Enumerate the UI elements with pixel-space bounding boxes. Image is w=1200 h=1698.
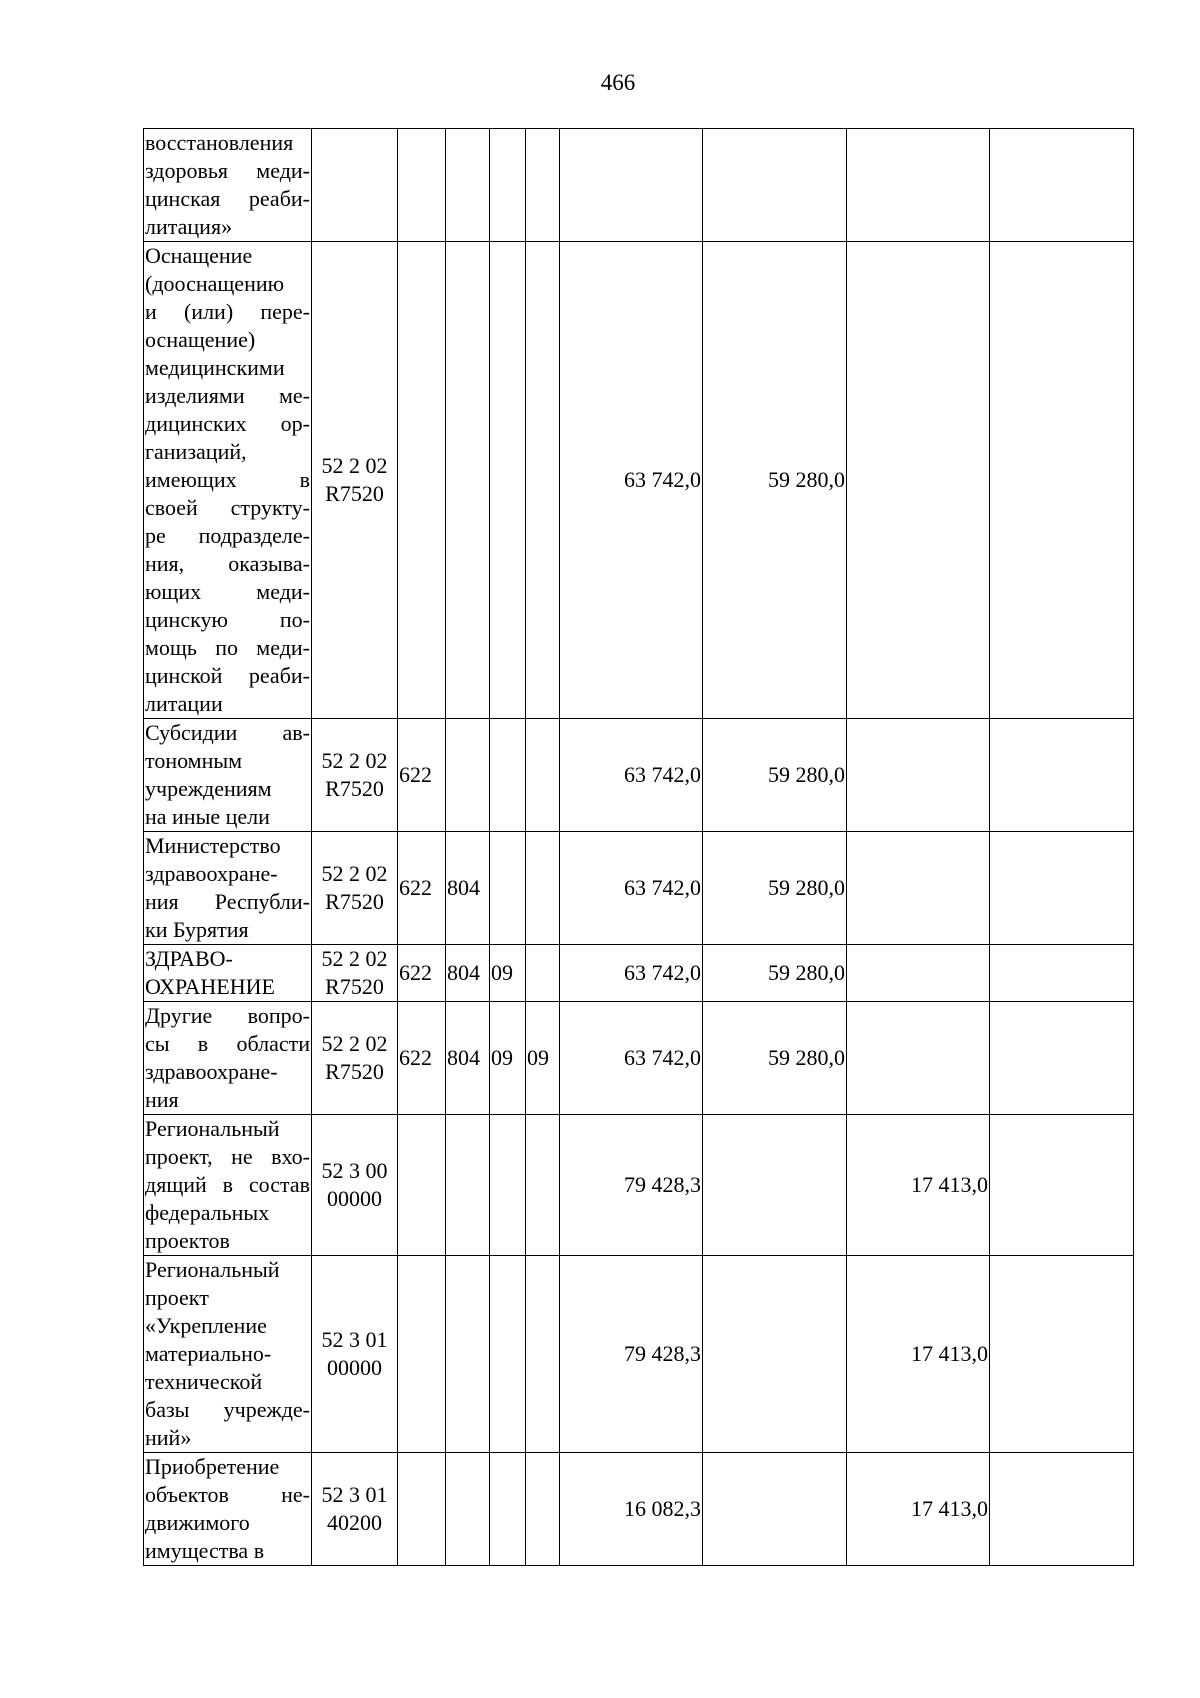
row-name-line: проект, не вхо-: [145, 1144, 310, 1169]
row-name-line: Оснащение: [145, 243, 253, 268]
amount-cell-2: [703, 1115, 847, 1256]
target-article-code-cell: [312, 242, 398, 719]
amount-cell-2: [703, 1453, 847, 1566]
row-name-line: тономным: [145, 748, 243, 773]
subsection-cell: [526, 1453, 560, 1566]
amount-cell-3: [847, 719, 990, 832]
row-name-line: проектов: [145, 1228, 230, 1253]
target-article-code-line: 52 2 02: [321, 946, 388, 971]
row-name-line: ки Бурятия: [145, 917, 249, 942]
amount-cell-1: 63 742,0: [560, 242, 703, 719]
row-name-line: ОХРАНЕНИЕ: [145, 974, 275, 999]
row-name-line: дящий в состав: [145, 1172, 310, 1197]
section-cell: [490, 1115, 526, 1256]
target-article-code-line: 52 3 00: [321, 1158, 388, 1183]
row-name-line: Региональный: [145, 1257, 280, 1282]
amount-cell-1: [560, 129, 703, 242]
row-name-line: имеющих в: [145, 467, 310, 492]
target-article-code-line: R7520: [325, 974, 384, 999]
amount-cell-3: 17 413,0: [847, 1453, 990, 1566]
target-article-code-line: 52 3 01: [321, 1327, 388, 1352]
row-name-line: ний»: [145, 1425, 192, 1450]
page-number: 466: [600, 70, 636, 95]
amount-cell-2: 59 280,0: [703, 1002, 847, 1115]
amount-cell-4: [990, 832, 1134, 945]
row-name-cell: [144, 945, 312, 1002]
row-name-line: цинская реаби-: [145, 186, 310, 211]
row-name-line: базы учрежде-: [145, 1397, 310, 1422]
row-name-cell: [144, 1453, 312, 1566]
section-cell: [490, 129, 526, 242]
target-article-code-cell: [312, 1453, 398, 1566]
row-name-line: Приобретение: [145, 1454, 280, 1479]
amount-cell-4: [990, 1002, 1134, 1115]
row-name-line: литация»: [145, 214, 233, 239]
amount-cell-2: 59 280,0: [703, 945, 847, 1002]
row-name-line: (дооснащению: [145, 271, 285, 296]
budget-manager-cell: [446, 129, 490, 242]
row-name-line: на иные цели: [145, 804, 270, 829]
section-cell: 09: [490, 945, 526, 1002]
budget-table: [143, 128, 1134, 1566]
subsection-cell: [526, 242, 560, 719]
budget-manager-cell: [446, 1115, 490, 1256]
row-name-cell: [144, 1002, 312, 1115]
budget-manager-cell: 804: [446, 1002, 490, 1115]
row-name-cell: [144, 1256, 312, 1453]
row-name-cell: [144, 1115, 312, 1256]
row-name-line: дицинских ор-: [145, 411, 310, 436]
row-name-line: имущества в: [145, 1538, 265, 1563]
budget-manager-cell: [446, 242, 490, 719]
expense-type-cell: [398, 1256, 446, 1453]
amount-cell-2: 59 280,0: [703, 832, 847, 945]
amount-cell-2: [703, 1256, 847, 1453]
row-name-line: материально-: [145, 1341, 272, 1366]
subsection-cell: [526, 1115, 560, 1256]
amount-cell-4: [990, 1256, 1134, 1453]
amount-cell-3: [847, 945, 990, 1002]
subsection-cell: [526, 129, 560, 242]
target-article-code-line: R7520: [325, 1059, 384, 1084]
target-article-code-line: R7520: [325, 481, 384, 506]
amount-cell-3: [847, 242, 990, 719]
row-name-line: своей структу-: [145, 495, 310, 520]
expense-type-cell: [398, 242, 446, 719]
row-name-line: медицинскими: [145, 355, 285, 380]
row-name-cell: [144, 719, 312, 832]
row-name-line: ЗДРАВО-: [145, 946, 233, 971]
table-row: [144, 945, 1134, 1002]
amount-cell-3: 17 413,0: [847, 1115, 990, 1256]
row-name-line: «Укрепление: [145, 1313, 267, 1338]
row-name-line: литации: [145, 691, 223, 716]
target-article-code-line: 52 3 01: [321, 1482, 388, 1507]
amount-cell-3: [847, 129, 990, 242]
target-article-code-cell: [312, 129, 398, 242]
amount-cell-1: 16 082,3: [560, 1453, 703, 1566]
amount-cell-2: 59 280,0: [703, 719, 847, 832]
amount-cell-3: [847, 1002, 990, 1115]
expense-type-cell: 622: [398, 719, 446, 832]
row-name-line: объектов не-: [145, 1482, 310, 1507]
target-article-code-cell: [312, 945, 398, 1002]
subsection-cell: [526, 719, 560, 832]
row-name-line: ющих меди-: [145, 579, 310, 604]
row-name-line: Министерство: [145, 833, 281, 858]
subsection-cell: [526, 832, 560, 945]
table-body: [144, 129, 1134, 1566]
row-name-cell: [144, 242, 312, 719]
row-name-line: цинской реаби-: [145, 663, 310, 688]
row-name-line: федеральных: [145, 1200, 270, 1225]
row-name-line: ганизаций,: [145, 439, 247, 464]
amount-cell-4: [990, 945, 1134, 1002]
expense-type-cell: [398, 1453, 446, 1566]
table-row: [144, 719, 1134, 832]
expense-type-cell: 622: [398, 832, 446, 945]
budget-manager-cell: [446, 719, 490, 832]
expense-type-cell: 622: [398, 1002, 446, 1115]
target-article-code-line: 52 2 02: [321, 1031, 388, 1056]
row-name-line: здравоохране-: [145, 861, 278, 886]
amount-cell-3: [847, 832, 990, 945]
table-row: [144, 1453, 1134, 1566]
row-name-line: сы в области: [145, 1031, 310, 1056]
subsection-cell: [526, 945, 560, 1002]
row-name-line: ния, оказыва-: [145, 551, 310, 576]
target-article-code-line: 52 2 02: [321, 861, 388, 886]
target-article-code-cell: [312, 1115, 398, 1256]
row-name-line: проект: [145, 1285, 209, 1310]
amount-cell-4: [990, 129, 1134, 242]
target-article-code-cell: [312, 719, 398, 832]
table-row: [144, 1115, 1134, 1256]
target-article-code-line: R7520: [325, 776, 384, 801]
target-article-code-line: 40200: [327, 1510, 382, 1535]
amount-cell-1: 63 742,0: [560, 719, 703, 832]
budget-manager-cell: 804: [446, 832, 490, 945]
row-name-line: изделиями ме-: [145, 383, 310, 408]
table-row: [144, 832, 1134, 945]
row-name-line: учреждениям: [145, 776, 272, 801]
row-name-line: ния: [145, 1087, 179, 1112]
row-name-cell: [144, 129, 312, 242]
row-name-line: Другие вопро-: [145, 1003, 310, 1028]
section-cell: [490, 1453, 526, 1566]
target-article-code-cell: [312, 1256, 398, 1453]
row-name-line: технической: [145, 1369, 263, 1394]
target-article-code-cell: [312, 1002, 398, 1115]
expense-type-cell: [398, 1115, 446, 1256]
subsection-cell: [526, 1256, 560, 1453]
budget-manager-cell: [446, 1453, 490, 1566]
amount-cell-2: [703, 129, 847, 242]
target-article-code-line: 00000: [327, 1355, 382, 1380]
row-name-line: мощь по меди-: [145, 635, 310, 660]
amount-cell-1: 63 742,0: [560, 832, 703, 945]
row-name-line: ре подразделе-: [145, 523, 310, 548]
amount-cell-3: 17 413,0: [847, 1256, 990, 1453]
target-article-code-line: 52 2 02: [321, 453, 388, 478]
table-row: [144, 1256, 1134, 1453]
target-article-code-line: 52 2 02: [321, 748, 388, 773]
section-cell: [490, 242, 526, 719]
amount-cell-1: 79 428,3: [560, 1256, 703, 1453]
amount-cell-4: [990, 1453, 1134, 1566]
amount-cell-4: [990, 719, 1134, 832]
amount-cell-1: 63 742,0: [560, 1002, 703, 1115]
amount-cell-4: [990, 242, 1134, 719]
budget-manager-cell: [446, 1256, 490, 1453]
table-row: [144, 242, 1134, 719]
section-cell: [490, 1256, 526, 1453]
section-cell: 09: [490, 1002, 526, 1115]
expense-type-cell: [398, 129, 446, 242]
row-name-line: движимого: [145, 1510, 250, 1535]
row-name-line: Региональный: [145, 1116, 280, 1141]
amount-cell-1: 63 742,0: [560, 945, 703, 1002]
amount-cell-2: 59 280,0: [703, 242, 847, 719]
section-cell: [490, 832, 526, 945]
table-row: [144, 129, 1134, 242]
row-name-line: Субсидии ав-: [145, 720, 310, 745]
row-name-line: восстановления: [145, 130, 294, 155]
target-article-code-line: 00000: [327, 1186, 382, 1211]
section-cell: [490, 719, 526, 832]
row-name-line: и (или) пере-: [145, 299, 310, 324]
subsection-cell: 09: [526, 1002, 560, 1115]
row-name-cell: [144, 832, 312, 945]
row-name-line: здравоохране-: [145, 1059, 278, 1084]
table-row: [144, 1002, 1134, 1115]
amount-cell-4: [990, 1115, 1134, 1256]
row-name-line: ния Республи-: [145, 889, 310, 914]
amount-cell-1: 79 428,3: [560, 1115, 703, 1256]
target-article-code-cell: [312, 832, 398, 945]
row-name-line: здоровья меди-: [145, 158, 310, 183]
row-name-line: оснащение): [145, 327, 256, 352]
budget-manager-cell: 804: [446, 945, 490, 1002]
target-article-code-line: R7520: [325, 889, 384, 914]
row-name-line: цинскую по-: [145, 607, 310, 632]
expense-type-cell: 622: [398, 945, 446, 1002]
